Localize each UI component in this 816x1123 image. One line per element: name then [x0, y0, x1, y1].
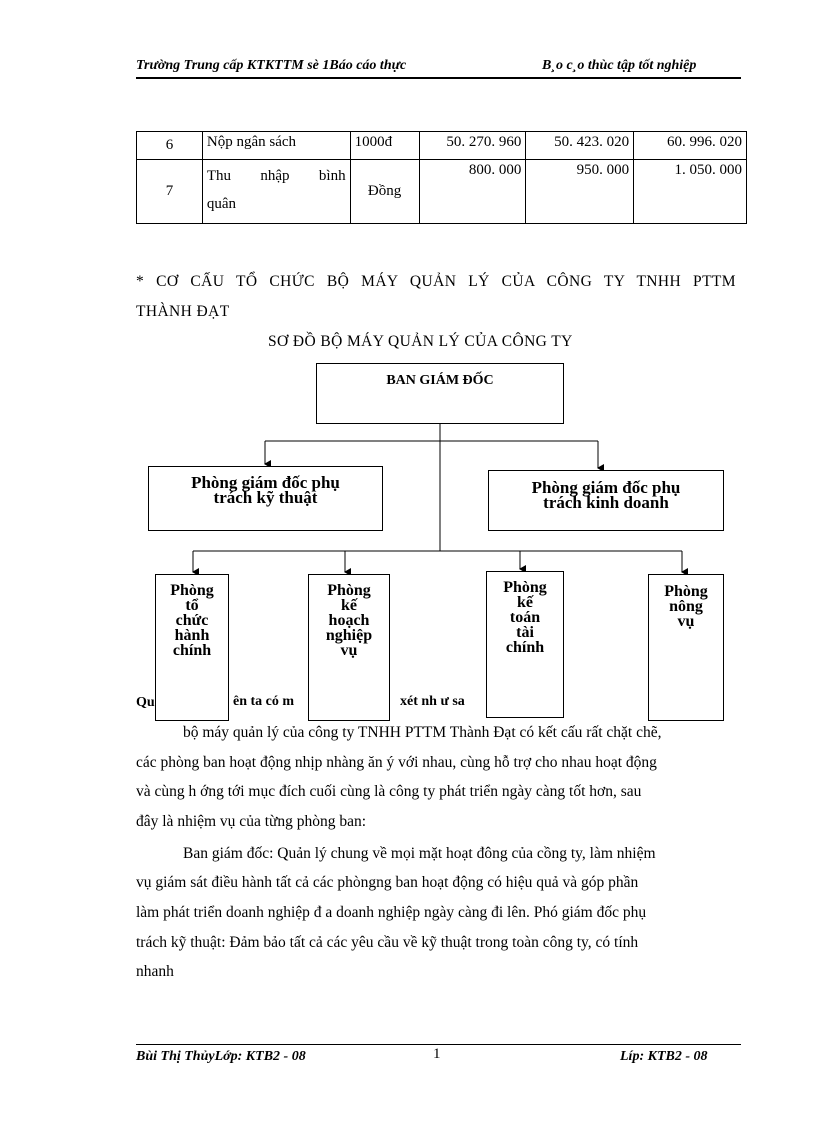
box-label-line: chính [505, 639, 545, 656]
paragraph-2-line: trách kỹ thuật: Đảm bảo tất cả các yêu cầu về kỹ thuật trong toàn công ty, có tính [136, 934, 639, 951]
box-label-line: tổ [185, 597, 199, 614]
box-label-line: tài [516, 624, 534, 641]
box-label-line: trách kỹ thuật [213, 488, 318, 507]
box-dept-accounting [486, 571, 564, 718]
overlap-fragment: ên ta có m [233, 694, 295, 709]
box-label-line: chính [172, 642, 212, 659]
header-left: Trường Trung cấp KTKTTM sè 1Báo cáo thực [136, 58, 407, 73]
row-value-2: 950. 000 [526, 160, 634, 224]
box-label-line: kế [517, 594, 533, 611]
box-label-line: Phòng giám đốc phụ [531, 478, 681, 497]
footer-left: Bùi Thị ThủyLớp: KTB2 - 08 [136, 1049, 306, 1064]
row-value-2: 50. 423. 020 [526, 132, 634, 160]
box-board-of-directors [316, 363, 564, 424]
paragraph-1-line: bộ máy quản lý của công ty TNHH PTTM Thành Đạt có kết cấu rất chặt chẽ, [183, 724, 662, 741]
row-value-3: 1. 050. 000 [634, 160, 747, 224]
row-unit: 1000đ [350, 132, 419, 160]
overlap-fragment: Qu [136, 695, 155, 710]
paragraph-1-line: và cùng h ớng tới mục đích cuối cùng là công ty phát triển ngày càng tốt hơn, sau [136, 783, 642, 800]
box-dept-admin [155, 574, 229, 721]
box-label-line: vụ [677, 613, 695, 630]
box-dept-operations [648, 574, 724, 721]
row-value-1: 50. 270. 960 [419, 132, 526, 160]
box-label-line: toán [509, 609, 541, 626]
box-label-line: Phòng [170, 582, 214, 599]
section-heading-cont: THÀNH ĐẠT [136, 303, 230, 320]
row-number: 6 [137, 132, 203, 160]
box-label-line: trách kinh doanh [543, 493, 669, 512]
row-number: 7 [137, 160, 203, 224]
box-label-line: Phòng [503, 579, 547, 596]
box-label-line: Phòng giám đốc phụ [191, 473, 340, 492]
row-item-line: Thu nhập bình [206, 168, 346, 184]
box-deputy-business [488, 470, 724, 531]
paragraph-1-line: các phòng ban hoạt động nhịp nhàng ăn ý với nhau, cùng hỗ trợ cho nhau hoạt động [136, 754, 657, 771]
box-label-line: nông [669, 598, 703, 615]
paragraph-1-line: đây là nhiệm vụ của từng phòng ban: [136, 813, 367, 830]
box-label-line: vụ [340, 642, 358, 659]
diagram-title: SƠ ĐỒ BỘ MÁY QUẢN LÝ CỦA CÔNG TY [268, 333, 573, 350]
box-label-line: hành [174, 627, 210, 644]
box-label-line: chức [175, 612, 209, 629]
header-right: B¸o c¸o thùc tập tốt nghiệp [542, 58, 697, 73]
box-label-line: Phòng [664, 583, 708, 600]
page-number: 1 [433, 1046, 441, 1062]
footer-right: Líp: KTB2 - 08 [620, 1049, 708, 1064]
paragraph-2-line: nhanh [136, 963, 174, 980]
row-item-line: quân [206, 196, 237, 212]
row-unit: Đồng [350, 160, 419, 224]
footer-rule [136, 1044, 741, 1045]
box-label-line: kế [341, 597, 357, 614]
paragraph-2-line: làm phát triển doanh nghiệp đ a doanh nghiệp ngày càng đi lên. Phó giám đốc phụ [136, 904, 647, 921]
paragraph-2-line: Ban giám đốc: Quản lý chung về mọi mặt hoạt đông của cồng ty, làm nhiệm [183, 845, 656, 862]
row-value-1: 800. 000 [419, 160, 526, 224]
paragraph-2-line: vụ giám sát điều hành tất cả các phòngng ban hoạt động có hiệu quả và góp phần [136, 874, 639, 891]
row-item: Nộp ngân sách [202, 132, 350, 160]
overlap-fragment: xét nh ư sa [400, 694, 465, 709]
box-deputy-technical [148, 466, 383, 531]
box-label: BAN GIÁM ĐỐC [386, 373, 494, 388]
row-value-3: 60. 996. 020 [634, 132, 747, 160]
box-label-line: Phòng [327, 582, 371, 599]
box-label-line: nghiệp [325, 627, 373, 644]
box-label-line: hoạch [328, 612, 370, 629]
section-heading: * CƠ CẤU TỔ CHỨC BỘ MÁY QUẢN LÝ CỦA CÔNG TY TNHH PTTM [136, 273, 736, 290]
box-dept-planning [308, 574, 390, 721]
